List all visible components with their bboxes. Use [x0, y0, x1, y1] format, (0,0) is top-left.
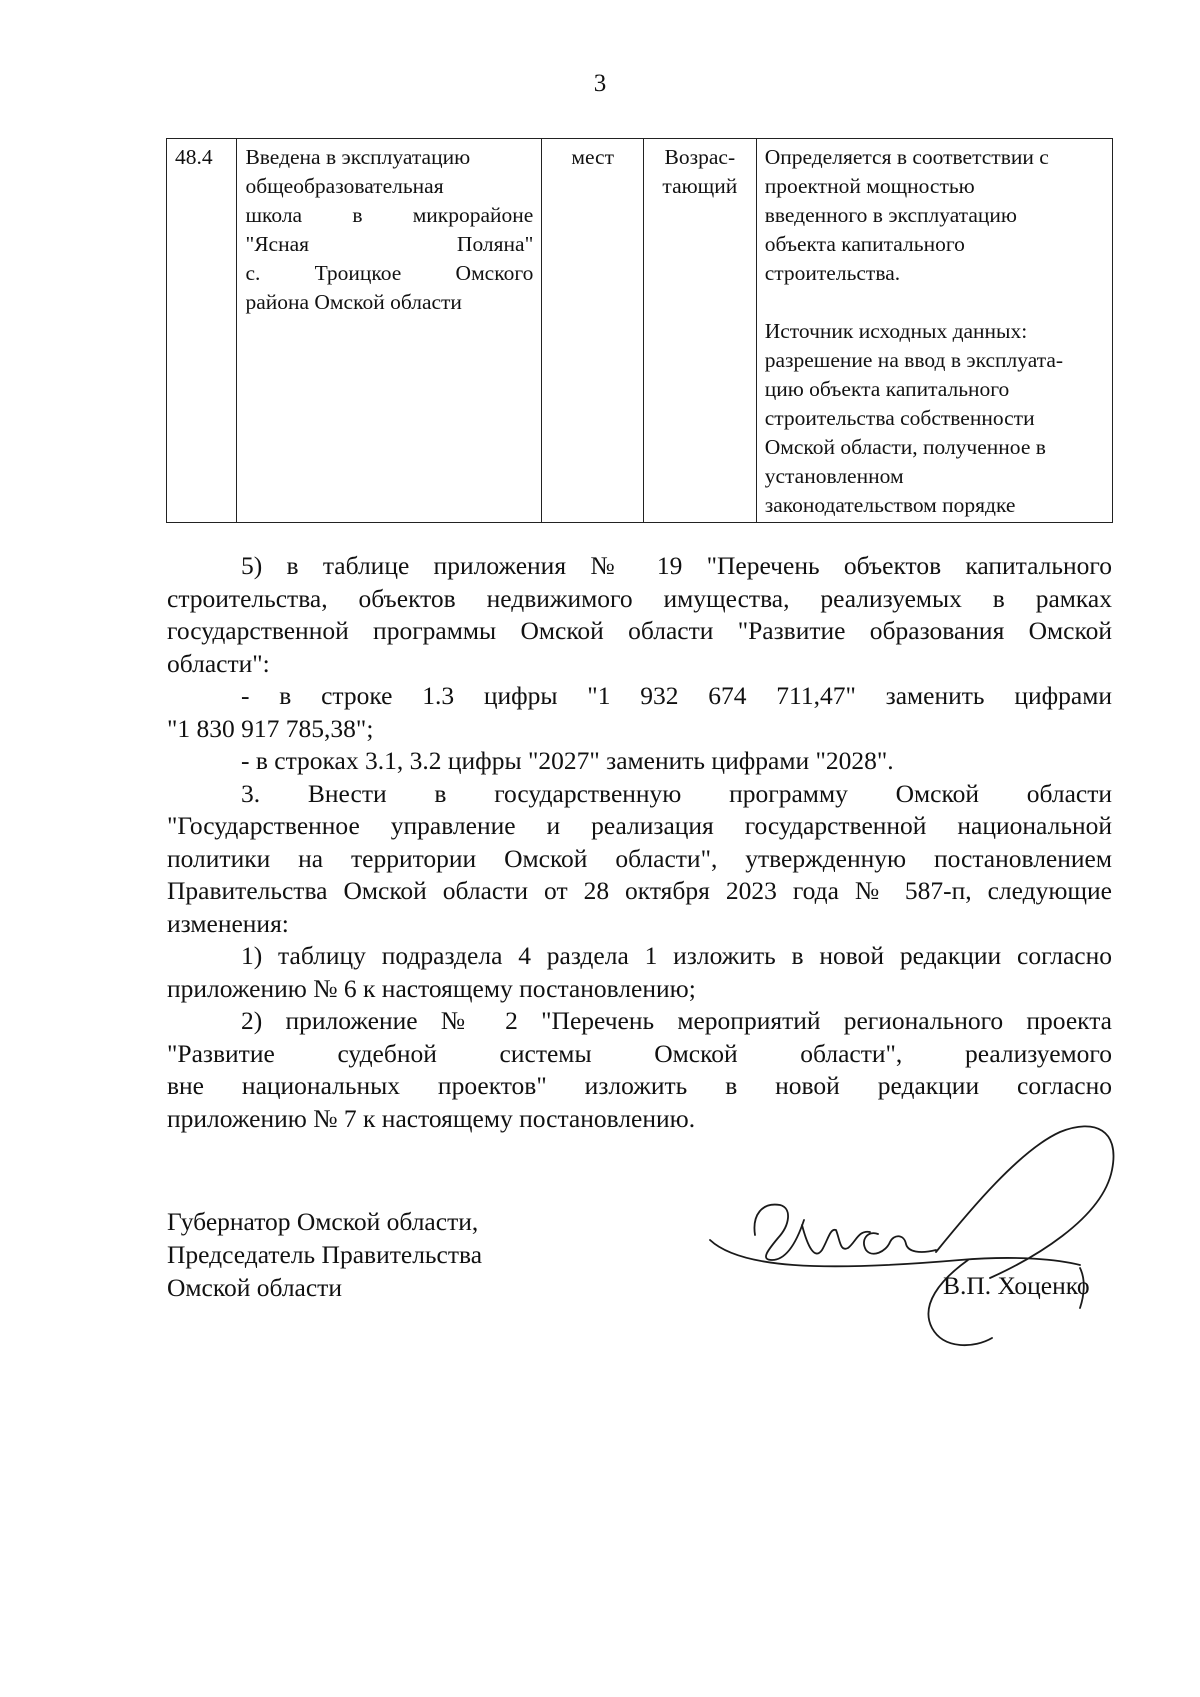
- indicator-name-line: [245, 259, 533, 288]
- body-line: вне национальных проектов" изложить в новой редакции согласно: [167, 1071, 1112, 1100]
- body-line: приложению № 6 к настоящему постановлению;: [167, 973, 696, 1003]
- description-line: разрешение на ввод в эксплуата-: [764, 348, 1064, 372]
- trend-cell: [644, 139, 757, 523]
- page-number: 3: [593, 70, 607, 97]
- body-line: 5) в таблице приложения № 19 "Перечень объектов капитального: [241, 551, 1112, 580]
- body-line: 2) приложение № 2 "Перечень мероприятий регионального проекта: [241, 1006, 1112, 1035]
- description-line: цию объекта капитального: [764, 377, 1010, 401]
- trend-line: Возрас-: [664, 145, 736, 169]
- description-line: законодательством порядке: [764, 493, 1016, 517]
- signatory-title-line: Омской области: [167, 1273, 342, 1302]
- body-line: политики на территории Омской области", утвержденную постановлением: [167, 843, 1112, 873]
- word: Омского: [455, 261, 534, 285]
- description-line: строительства.: [764, 261, 901, 285]
- indicator-table: [166, 138, 1113, 523]
- row-number: 48.4: [167, 139, 237, 523]
- body-line: "Государственное управление и реализация государственной национальной: [167, 811, 1112, 840]
- word: микрорайоне: [412, 203, 534, 227]
- word: с.: [245, 261, 261, 285]
- trend-line: тающий: [662, 174, 738, 198]
- word: школа: [245, 203, 303, 227]
- word: "Ясная: [245, 232, 310, 256]
- body-line: "Развитие судебной системы Омской области", реализуемого: [167, 1038, 1112, 1068]
- description-line: введенного в эксплуатацию: [764, 203, 1017, 227]
- signatory-title-line: Председатель Правительства: [167, 1240, 483, 1269]
- body-line: государственной программы Омской области "Развитие образования Омской: [167, 616, 1112, 645]
- description-line: Определяется в соответствии с: [764, 145, 1049, 169]
- unit-cell: мест: [542, 139, 644, 523]
- indicator-name-line: [245, 230, 533, 259]
- body-line: Правительства Омской области от 28 октября 2023 года № 587-п, следующие: [167, 876, 1112, 905]
- description-line: установленном: [764, 464, 904, 488]
- paragraph-gap: [765, 288, 1104, 317]
- description-cell: [756, 139, 1112, 523]
- word: в: [352, 203, 363, 227]
- indicator-name-line: Введена в эксплуатацию: [245, 145, 471, 169]
- signatory-title-line: Губернатор Омской области,: [167, 1207, 479, 1236]
- body-line: изменения:: [167, 908, 289, 938]
- signatory-title: [167, 1205, 482, 1304]
- indicator-name: [237, 139, 542, 523]
- word: Троицкое: [314, 261, 402, 285]
- body-line: 3. Внести в государственную программу Омской области: [241, 778, 1112, 808]
- description-line: Источник исходных данных:: [764, 319, 1028, 343]
- indicator-name-line: [245, 201, 533, 230]
- description-line: Омской области, полученное в: [764, 435, 1046, 459]
- body-line: - в строке 1.3 цифры "1 932 674 711,47" заменить цифрами: [241, 681, 1112, 710]
- body-line: 1) таблицу подраздела 4 раздела 1 изложить в новой редакции согласно: [241, 941, 1112, 970]
- body-line: области":: [167, 648, 270, 678]
- table-row: [167, 139, 1113, 523]
- signer-name: В.П. Хоценко: [943, 1271, 1090, 1300]
- body-line: - в строках 3.1, 3.2 цифры "2027" заменить цифрами "2028".: [241, 746, 894, 775]
- document-body: [167, 550, 1112, 1135]
- description-line: объекта капитального: [764, 232, 965, 256]
- description-line: строительства собственности: [764, 406, 1035, 430]
- body-line: строительства, объектов недвижимого имущества, реализуемых в рамках: [167, 583, 1112, 613]
- indicator-name-line: общеобразовательная: [245, 174, 444, 198]
- indicator-name-line: района Омской области: [245, 290, 462, 314]
- handwritten-signature: [700, 1110, 1140, 1370]
- body-line: "1 830 917 785,38";: [167, 713, 374, 743]
- word: Поляна": [456, 232, 534, 256]
- description-line: проектной мощностью: [764, 174, 975, 198]
- body-line: приложению № 7 к настоящему постановлению.: [167, 1103, 696, 1133]
